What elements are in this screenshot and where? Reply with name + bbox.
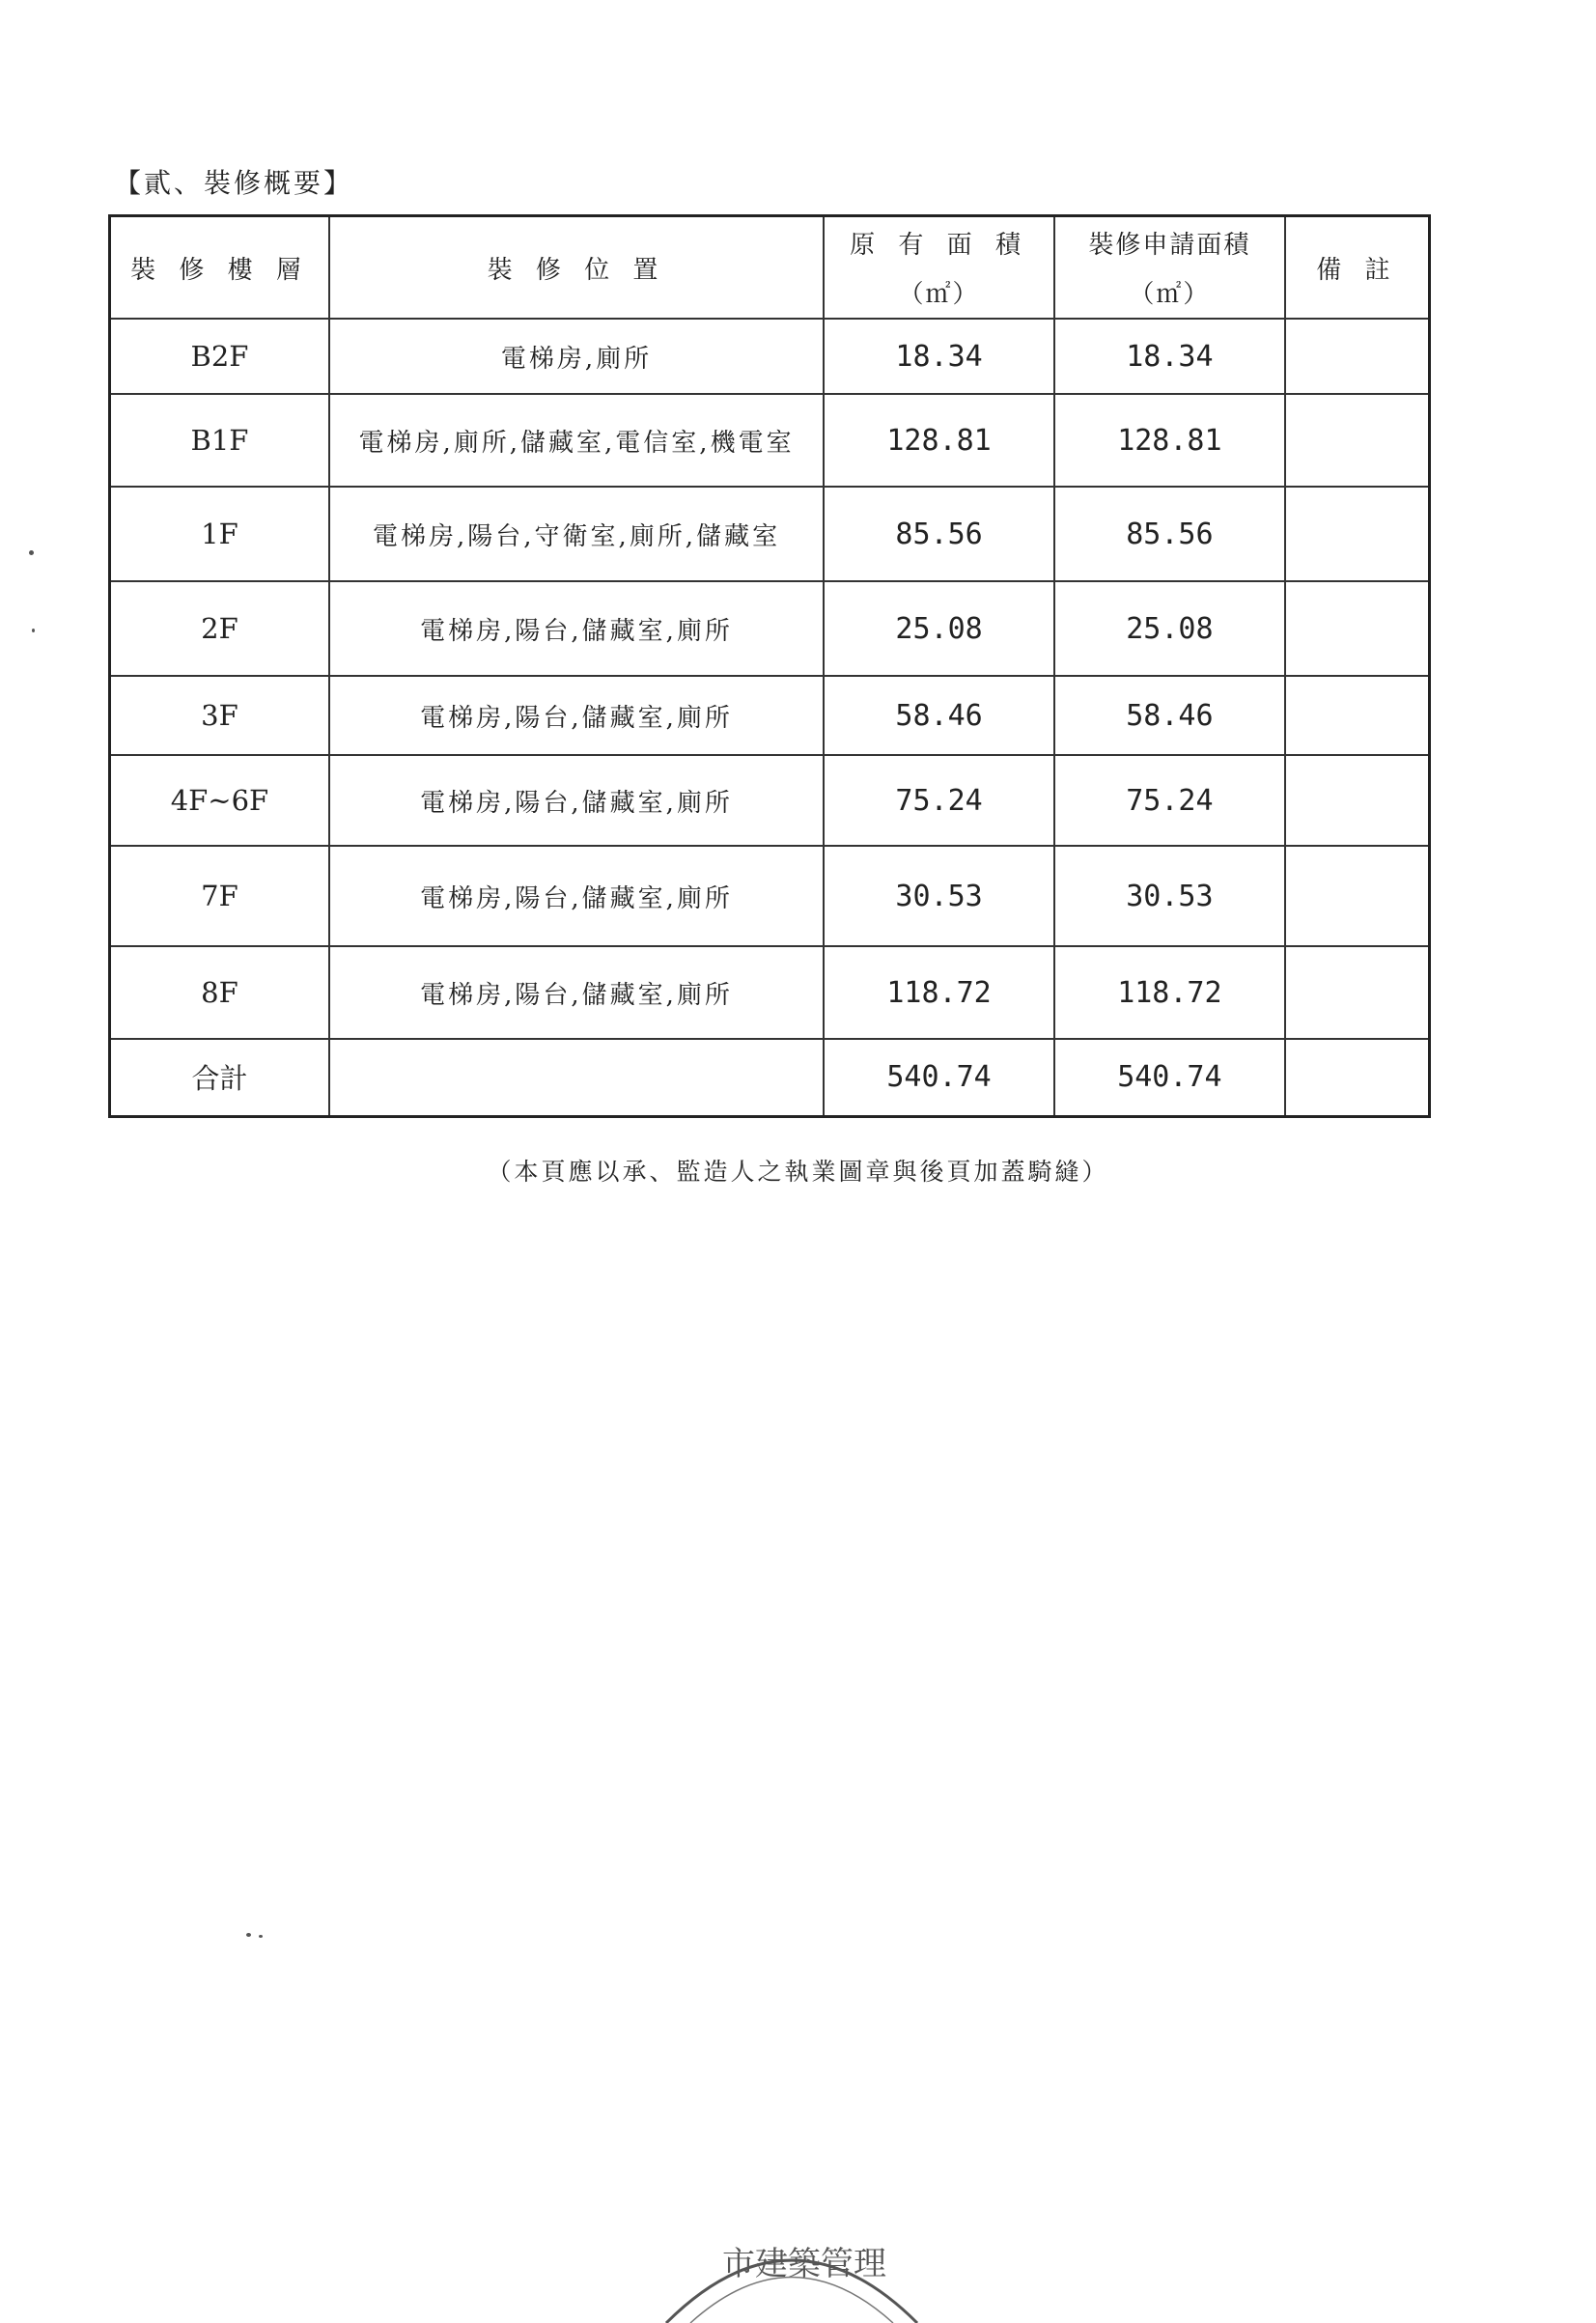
table-row: [110, 676, 1430, 755]
table-row: [110, 394, 1430, 487]
cell-remarks: [1285, 846, 1430, 946]
cell-floor: 3F: [110, 676, 329, 755]
cell-floor: 7F: [110, 846, 329, 946]
cell-requested-area: 25.08: [1054, 581, 1285, 676]
section-title: 【貳、裝修概要】: [114, 167, 354, 199]
cell-floor: 8F: [110, 946, 329, 1039]
cell-original-area: 85.56: [824, 487, 1054, 581]
cell-position: 電梯房,陽台,儲藏室,廁所: [329, 946, 824, 1039]
header-floor: 裝 修 樓 層: [110, 216, 329, 320]
header-original-area-unit: （㎡）: [898, 280, 980, 309]
cell-original-area: 128.81: [824, 394, 1054, 487]
cell-remarks: [1285, 319, 1430, 394]
cell-original-area: 118.72: [824, 946, 1054, 1039]
cell-original-area: 58.46: [824, 676, 1054, 755]
cell-requested-area: 118.72: [1054, 946, 1285, 1039]
cell-original-area: 30.53: [824, 846, 1054, 946]
cell-remarks: [1285, 676, 1430, 755]
table-row: [110, 319, 1430, 394]
header-requested-area-unit: （㎡）: [1129, 280, 1211, 309]
total-original-area: 540.74: [824, 1039, 1054, 1116]
cell-position: 電梯房,陽台,儲藏室,廁所: [329, 676, 824, 755]
total-label: 合計: [110, 1039, 329, 1116]
cell-position: 電梯房,廁所,儲藏室,電信室,機電室: [329, 394, 824, 487]
cell-position: 電梯房,陽台,儲藏室,廁所: [329, 846, 824, 946]
cell-position: 電梯房,陽台,守衛室,廁所,儲藏室: [329, 487, 824, 581]
table-row: [110, 487, 1430, 581]
cell-remarks: [1285, 487, 1430, 581]
cell-remarks: [1285, 394, 1430, 487]
total-requested-area: 540.74: [1054, 1039, 1285, 1116]
cell-floor: B1F: [110, 394, 329, 487]
cell-remarks: [1285, 581, 1430, 676]
header-position: 裝 修 位 置: [329, 216, 824, 320]
header-original-area-label: 原 有 面 積: [850, 231, 1028, 260]
cell-floor: 1F: [110, 487, 329, 581]
cell-original-area: 75.24: [824, 755, 1054, 846]
cell-requested-area: 75.24: [1054, 755, 1285, 846]
seal-text: 市建築管理: [722, 2245, 886, 2283]
header-requested-area-label: 裝修申請面積: [1088, 231, 1251, 260]
cell-requested-area: 30.53: [1054, 846, 1285, 946]
cell-requested-area: 18.34: [1054, 319, 1285, 394]
renovation-summary-table: [108, 214, 1431, 1118]
cell-remarks: [1285, 946, 1430, 1039]
table-row: [110, 581, 1430, 676]
table-total-row: [110, 1039, 1430, 1116]
cell-requested-area: 128.81: [1054, 394, 1285, 487]
cell-requested-area: 58.46: [1054, 676, 1285, 755]
official-seal: [647, 2207, 937, 2323]
header-remarks: 備 註: [1285, 216, 1430, 320]
cell-position: 電梯房,陽台,儲藏室,廁所: [329, 755, 824, 846]
cell-original-area: 18.34: [824, 319, 1054, 394]
cell-requested-area: 85.56: [1054, 487, 1285, 581]
footnote: （本頁應以承、監造人之執業圖章與後頁加蓋騎縫）: [487, 1158, 1109, 1186]
header-original-area: [824, 216, 1054, 320]
cell-floor: B2F: [110, 319, 329, 394]
table-row: [110, 946, 1430, 1039]
table-row: [110, 846, 1430, 946]
cell-original-area: 25.08: [824, 581, 1054, 676]
header-requested-area: [1054, 216, 1285, 320]
cell-floor: 2F: [110, 581, 329, 676]
cell-position: 電梯房,廁所: [329, 319, 824, 394]
cell-floor: 4F~6F: [110, 755, 329, 846]
table-header-row: [110, 216, 1430, 320]
scan-speck: [32, 629, 35, 632]
scan-speck: [259, 1935, 263, 1938]
total-position: [329, 1039, 824, 1116]
scan-speck: [29, 550, 34, 555]
cell-remarks: [1285, 755, 1430, 846]
table-row: [110, 755, 1430, 846]
scan-speck: [246, 1933, 251, 1937]
total-remarks: [1285, 1039, 1430, 1116]
cell-position: 電梯房,陽台,儲藏室,廁所: [329, 581, 824, 676]
